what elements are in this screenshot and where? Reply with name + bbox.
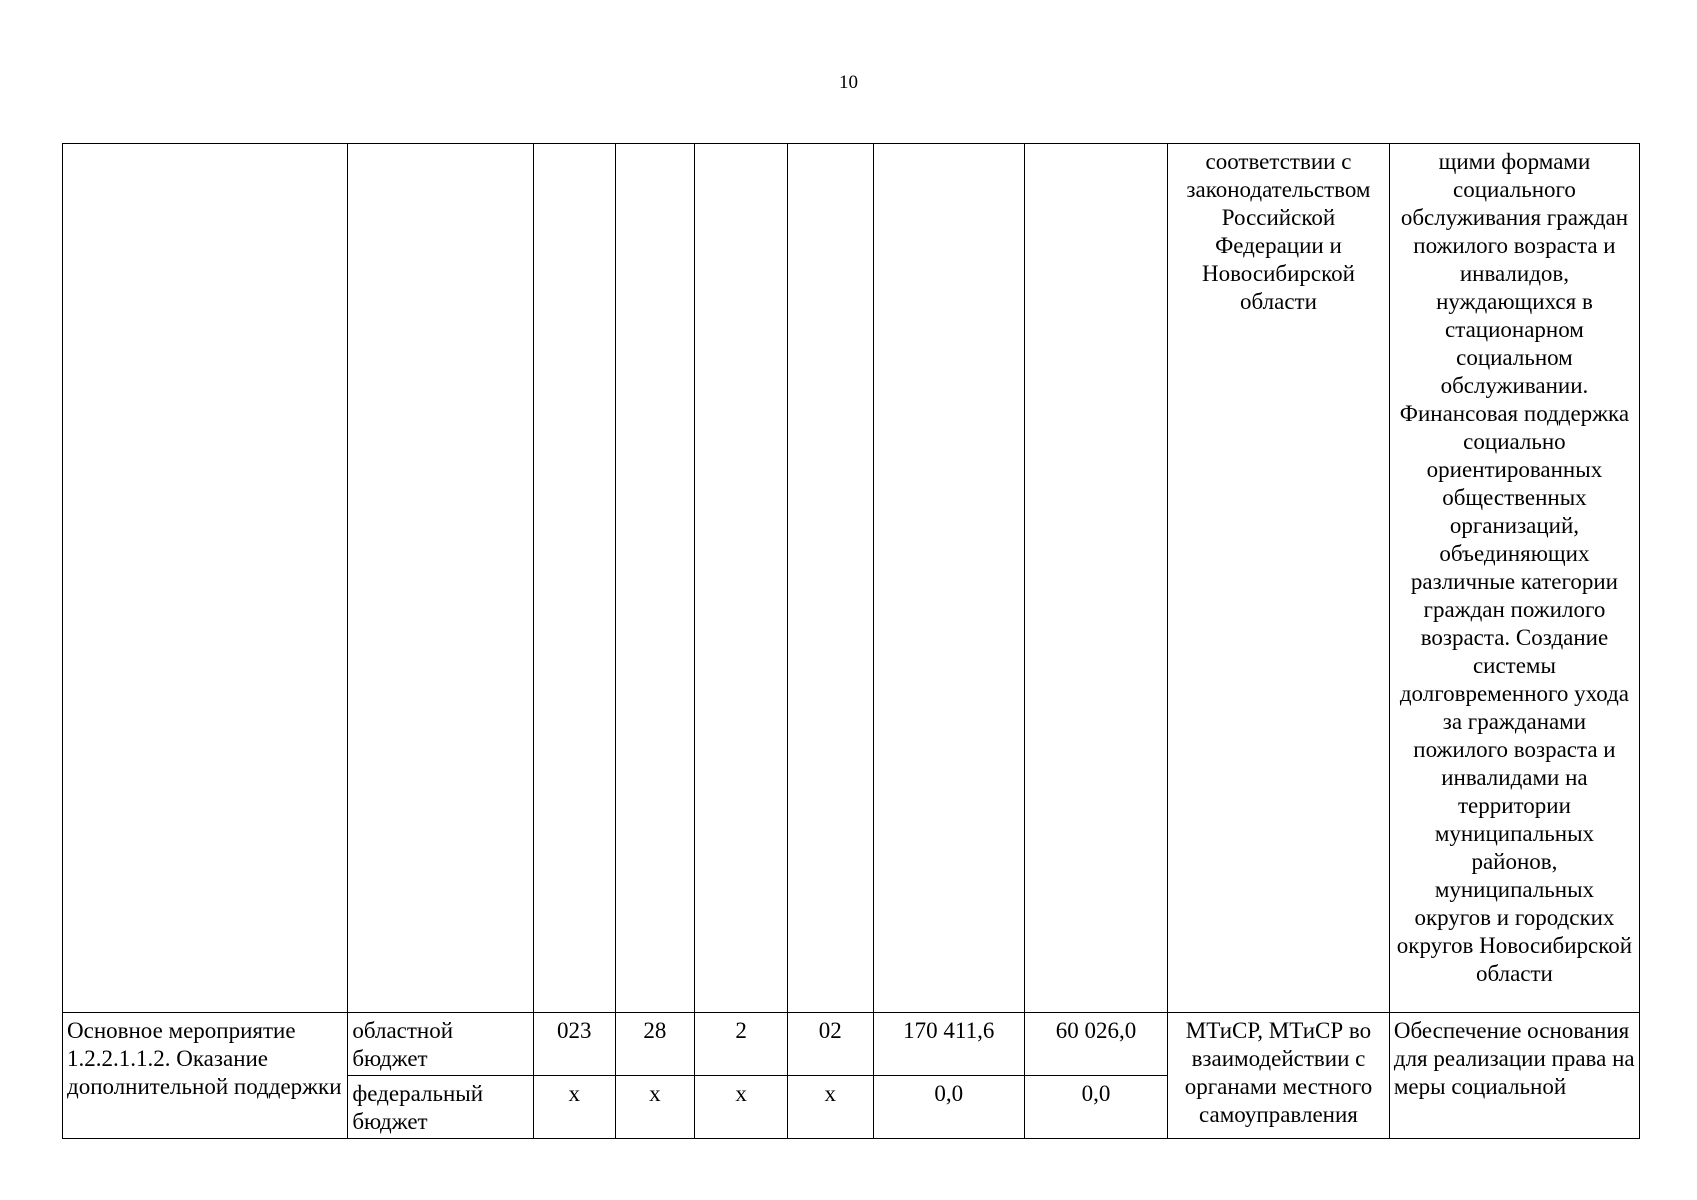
pp-code: х <box>695 1076 788 1139</box>
funding-row-regional <box>63 1013 1640 1076</box>
measure-responsible: МТиСР, МТиСР во взаимодействии с органами местного самоуправления <box>1168 1013 1390 1139</box>
continuation-result-text: щими формами социального обслуживания граждан пожилого возраста и инвалидов, нуждающихся в стационарном социальном обслуживании. Финансовая поддержка социально ориентированных общественных организаций, объединяющих различные категории граждан пожилого возраста. Создание системы долговременного ухода за гражданами пожилого возраста и инвалидами на территории муниципальных районов, муниципальных округов и городских округов Новосибирской области <box>1389 144 1639 1013</box>
total-amount: 0,0 <box>873 1076 1024 1139</box>
gp-code: 28 <box>615 1013 695 1076</box>
cell-grbs-empty <box>533 144 615 1013</box>
om-code: 02 <box>787 1013 873 1076</box>
year-amount: 0,0 <box>1024 1076 1167 1139</box>
cell-year-empty <box>1024 144 1167 1013</box>
measure-name: Основное мероприятие 1.2.2.1.1.2. Оказание дополнительной поддержки <box>63 1013 348 1139</box>
continuation-row <box>63 144 1640 1013</box>
total-amount: 170 411,6 <box>873 1013 1024 1076</box>
grbs-code: х <box>533 1076 615 1139</box>
cell-name-empty <box>63 144 348 1013</box>
gp-code: х <box>615 1076 695 1139</box>
cell-gp-empty <box>615 144 695 1013</box>
program-measures-table <box>62 143 1640 1139</box>
measure-expected-result: Обеспечение основания для реализации права на меры социальной <box>1389 1013 1639 1139</box>
cell-total-empty <box>873 144 1024 1013</box>
cell-om-empty <box>787 144 873 1013</box>
funding-source: федеральный бюджет <box>348 1076 534 1139</box>
om-code: х <box>787 1076 873 1139</box>
page-number: 10 <box>839 72 858 93</box>
year-amount: 60 026,0 <box>1024 1013 1167 1076</box>
grbs-code: 023 <box>533 1013 615 1076</box>
pp-code: 2 <box>695 1013 788 1076</box>
funding-source: областной бюджет <box>348 1013 534 1076</box>
cell-pp-empty <box>695 144 788 1013</box>
continuation-responsible-text: соответствии с законодательством Российской Федерации и Новосибирской области <box>1168 144 1390 1013</box>
cell-source-empty <box>348 144 534 1013</box>
